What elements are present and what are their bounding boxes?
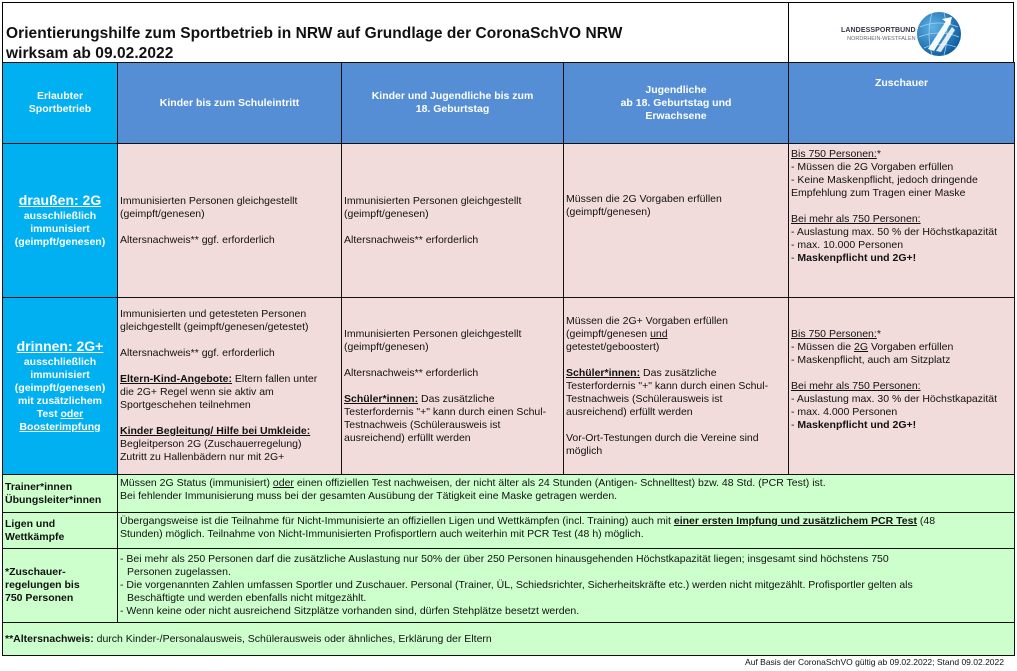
footer-note: Auf Basis der CoronaSchVO gültig ab 09.02.2022; Stand 09.02.2022 <box>745 657 1004 667</box>
table-row-spectator-rules <box>3 549 1015 623</box>
row-label-indoor: drinnen: 2G+ ausschließlich immunisiert (geimpft/genesen) mit zusätzlichem Test oder Boosterimpfung <box>3 298 118 475</box>
trainers-text: Müssen 2G Status (immunisiert) oder einen offiziellen Test nachweisen, der nicht älter als 24 Stunden (Antigen- Schnelltest) bzw. 48 Std. (PCR Test) ist. Bei fehlender Immunisierung muss bei der gesamten Ausübung der Tätigkeit eine Maske getragen werden. <box>118 475 1015 513</box>
indoor-spectators: Bis 750 Personen:* - Müssen die 2G Vorgaben erfüllen - Maskenpflicht, auch am Sitzplatz Bei mehr als 750 Personen: - Auslastung max. 30 % der Höchstkapazität - max. 4.000 Personen - Maskenpflicht und 2G+! <box>789 298 1015 475</box>
outdoor-label-title: draußen: 2G <box>18 192 102 208</box>
outdoor-adults: Müssen die 2G Vorgaben erfüllen (geimpft/genesen) <box>564 144 789 298</box>
col-header-sport: Erlaubter Sportbetrieb <box>3 63 118 144</box>
row-label-spectator-rules: *Zuschauer- regelungen bis 750 Personen <box>3 549 118 623</box>
logo-name: LANDESSPORTBUND <box>841 27 916 34</box>
indoor-label-title: drinnen: 2G+ <box>16 338 104 354</box>
logo <box>789 3 1013 62</box>
globe-logo-icon <box>916 11 962 57</box>
table-row-trainers <box>3 475 1015 513</box>
indoor-adults: Müssen die 2G+ Vorgaben erfüllen (geimpft/genesen und getestet/geboostert) Schüler*innen: Das zusätzliche Testerfordernis "+" kann durch einen Schul- Testnachweis (Schülerausweis ist ausreichend) erfüllt werden Vor-Ort-Testungen durch die Vereine sind möglich <box>564 298 789 475</box>
row-label-outdoor: draußen: 2G ausschließlich immunisiert (geimpft/genesen) <box>3 144 118 298</box>
col-header-kids-youth: Kinder und Jugendliche bis zum 18. Geburtstag <box>342 63 564 144</box>
logo-text <box>841 27 916 43</box>
outdoor-spectators: Bis 750 Personen:* - Müssen die 2G Vorgaben erfüllen - Keine Maskenpflicht, jedoch dringende Empfehlung zum Tragen einer Maske Bei mehr als 750 Personen: - Auslastung max. 50 % der Höchstkapazität - max. 10.000 Personen - Maskenpflicht und 2G+! <box>789 144 1015 298</box>
title-line-2: wirksam ab 09.02.2022 <box>6 45 174 62</box>
col-header-adults: Jugendliche ab 18. Geburtstag und Erwachsene <box>564 63 789 144</box>
indoor-kids-youth: Immunisierten Personen gleichgestellt (geimpft/genesen) Altersnachweis** erforderlich Schüler*innen: Das zusätzliche Testerfordernis "+" kann durch einen Schul- Testnachweis (Schülerausweis ist ausreichend) erfüllt werden <box>342 298 564 475</box>
title-row <box>2 2 1014 62</box>
header-row <box>3 63 1015 144</box>
col-header-spectators: Zuschauer <box>789 63 1015 144</box>
outdoor-kids-youth: Immunisierten Personen gleichgestellt (geimpft/genesen) Altersnachweis** erforderlich <box>342 144 564 298</box>
indoor-kids-small: Immunisierten und getesteten Personen gleichgestellt (geimpft/genesen/getestet) Altersnachweis** ggf. erforderlich Eltern-Kind-Angebote: Eltern fallen unter die 2G+ Regel wenn sie aktiv am Sportgeschehen teilnehmen Kinder Begleitung/ Hilfe bei Umkleide: Begleitperson 2G (Zuschauerregelung) Zutritt zu Hallenbädern nur mit 2G+ <box>118 298 342 475</box>
list-item: - Wenn keine oder nicht ausreichend Sitzplätze vorhanden sind, dürfen Stehplätze besetzt werden. <box>120 605 580 617</box>
table-row-age-note <box>3 623 1015 656</box>
list-item: - Bei mehr als 250 Personen darf die zusätzliche Auslastung nur 50% der über 250 Personen hinausgehenden Höchstkapazität liegen; insgesamt sind höchstens 750 Personen zugelassen. <box>120 553 889 578</box>
title-box <box>3 3 789 62</box>
row-label-leagues: Ligen und Wettkämpfe <box>3 513 118 549</box>
page-title <box>6 24 622 64</box>
list-item: - Die vorgenannten Zahlen umfassen Sportler und Zuschauer. Personal (Trainer, ÜL, Schiedsrichter, Sicherheitskräfte etc.) werden nicht mitgezählt. Profisportler gelten als Beschäftigte und werden ebenfalls nicht mitgezählt. <box>120 579 913 604</box>
rules-table <box>2 62 1015 656</box>
age-note: **Altersnachweis: durch Kinder-/Personalausweis, Schülerausweis oder ähnliches, Erklärung der Eltern <box>3 623 1015 656</box>
spectator-rules-list <box>118 549 1015 623</box>
logo-sub: NORDRHEIN-WESTFALEN <box>847 36 916 42</box>
col-header-kids-small: Kinder bis zum Schuleintritt <box>118 63 342 144</box>
table-row-outdoor <box>3 144 1015 298</box>
table-row-indoor <box>3 298 1015 475</box>
title-line-1: Orientierungshilfe zum Sportbetrieb in NRW auf Grundlage der CoronaSchVO NRW <box>6 25 623 42</box>
table-row-leagues <box>3 513 1015 549</box>
leagues-text: Übergangsweise ist die Teilnahme für Nicht-Immunisierte an offiziellen Ligen und Wettkämpfen (incl. Training) auch mit einer ersten Impfung und zusätzlichem PCR Test (48 Stunden) möglich. Teilnahme von Nicht-Immunisierten Profisportlern auch weiterhin mit PCR Test (48 h) möglich. <box>118 513 1015 549</box>
outdoor-kids-small: Immunisierten Personen gleichgestellt (geimpft/genesen) Altersnachweis** ggf. erforderlich <box>118 144 342 298</box>
row-label-trainers: Trainer*innen Übungsleiter*innen <box>3 475 118 513</box>
